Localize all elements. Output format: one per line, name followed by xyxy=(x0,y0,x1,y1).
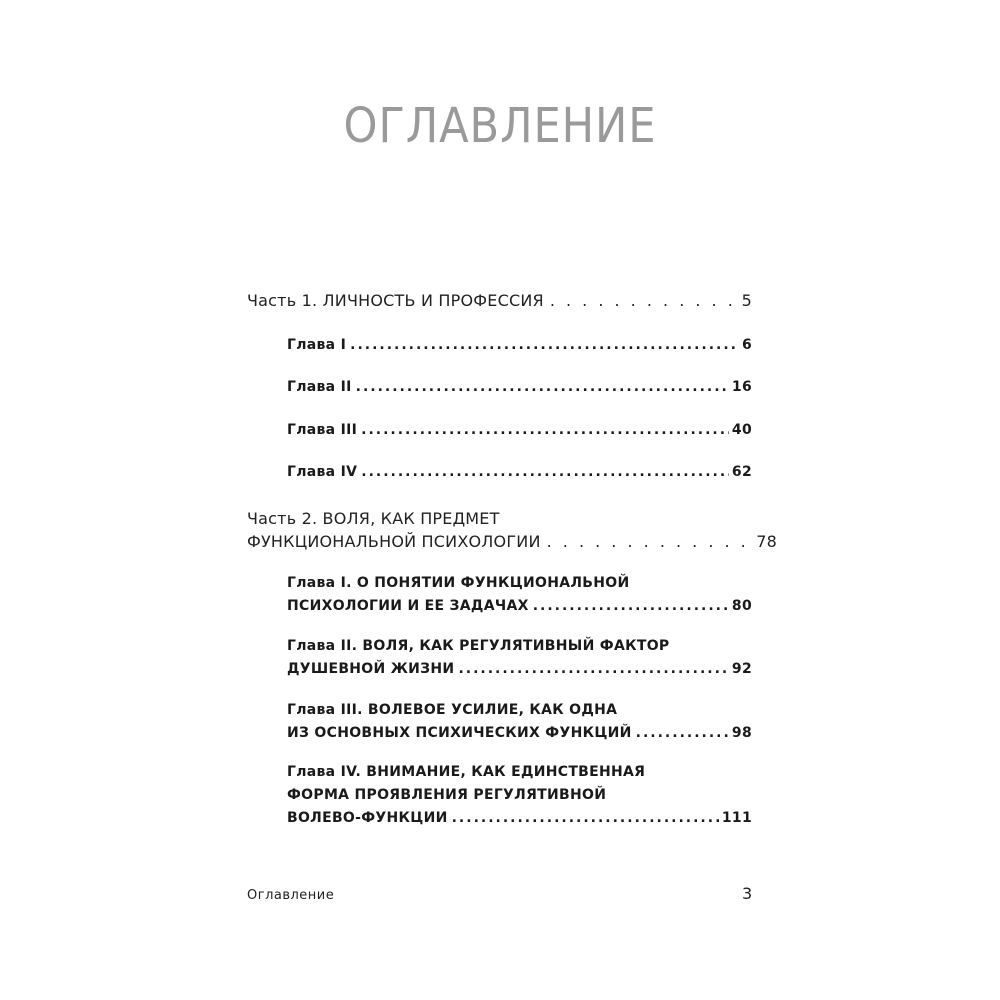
toc-chapter-1-4[interactable] xyxy=(287,464,752,480)
toc-chapter-page: 111 xyxy=(721,810,752,826)
dot-leader xyxy=(361,422,729,438)
toc-chapter-label: ДУШЕВНОЙ ЖИЗНИ xyxy=(287,661,455,677)
toc-chapter-page: 92 xyxy=(731,661,752,677)
dot-leader xyxy=(550,291,739,310)
toc-chapter-label: Глава I xyxy=(287,337,347,353)
toc-chapter-page: 40 xyxy=(731,422,752,438)
toc-part-2-page: 78 xyxy=(756,532,777,551)
toc-chapter-2-3[interactable] xyxy=(287,725,752,741)
dot-leader xyxy=(636,725,729,741)
running-title: Оглавление xyxy=(247,888,335,903)
toc-chapter-label: Глава IV xyxy=(287,464,358,480)
toc-chapter-1-3[interactable] xyxy=(287,422,752,438)
toc-chapter-2-2[interactable] xyxy=(287,661,752,677)
toc-chapter-1-1[interactable] xyxy=(287,337,752,353)
toc-part-2-label-line1[interactable]: Часть 2. ВОЛЯ, КАК ПРЕДМЕТ xyxy=(247,509,500,528)
toc-chapter-label: ИЗ ОСНОВНЫХ ПСИХИЧЕСКИХ ФУНКЦИЙ xyxy=(287,725,632,741)
dot-leader xyxy=(547,532,754,551)
toc-chapter-page: 62 xyxy=(731,464,752,480)
toc-part-1[interactable] xyxy=(247,291,752,310)
toc-chapter-page: 16 xyxy=(731,379,752,395)
toc-chapter-page: 98 xyxy=(731,725,752,741)
dot-leader xyxy=(458,661,728,677)
dot-leader xyxy=(533,598,729,614)
dot-leader xyxy=(452,810,719,826)
toc-chapter-page: 6 xyxy=(741,337,752,353)
toc-chapter-label: ПСИХОЛОГИИ И ЕЕ ЗАДАЧАХ xyxy=(287,598,529,614)
toc-chapter-2-1[interactable] xyxy=(287,598,752,614)
toc-chapter-page: 80 xyxy=(731,598,752,614)
toc-chapter-label: ВОЛЕВО-ФУНКЦИИ xyxy=(287,810,448,826)
dot-leader xyxy=(350,337,739,353)
toc-chapter-1-2[interactable] xyxy=(287,379,752,395)
toc-chapter-label: Глава III xyxy=(287,422,358,438)
toc-part-2[interactable] xyxy=(247,532,777,551)
toc-chapter-2-4[interactable] xyxy=(287,810,752,826)
toc-chapter-2-1-line1[interactable]: Глава I. О ПОНЯТИИ ФУНКЦИОНАЛЬНОЙ xyxy=(287,575,630,591)
toc-part-1-label: Часть 1. ЛИЧНОСТЬ И ПРОФЕССИЯ xyxy=(247,291,544,310)
toc-chapter-2-3-line1[interactable]: Глава III. ВОЛЕВОЕ УСИЛИЕ, КАК ОДНА xyxy=(287,702,618,718)
toc-chapter-2-2-line1[interactable]: Глава II. ВОЛЯ, КАК РЕГУЛЯТИВНЫЙ ФАКТОР xyxy=(287,638,670,654)
toc-chapter-2-4-line2[interactable]: ФОРМА ПРОЯВЛЕНИЯ РЕГУЛЯТИВНОЙ xyxy=(287,787,607,803)
dot-leader xyxy=(356,379,729,395)
toc-part-2-label-line2: ФУНКЦИОНАЛЬНОЙ ПСИХОЛОГИИ xyxy=(247,532,541,551)
toc-part-1-page: 5 xyxy=(741,291,752,310)
dot-leader xyxy=(361,464,729,480)
page-title: ОГЛАВЛЕНИЕ xyxy=(343,98,657,154)
toc-chapter-2-4-line1[interactable]: Глава IV. ВНИМАНИЕ, КАК ЕДИНСТВЕННАЯ xyxy=(287,764,646,780)
page-number: 3 xyxy=(742,884,753,903)
toc-chapter-label: Глава II xyxy=(287,379,352,395)
